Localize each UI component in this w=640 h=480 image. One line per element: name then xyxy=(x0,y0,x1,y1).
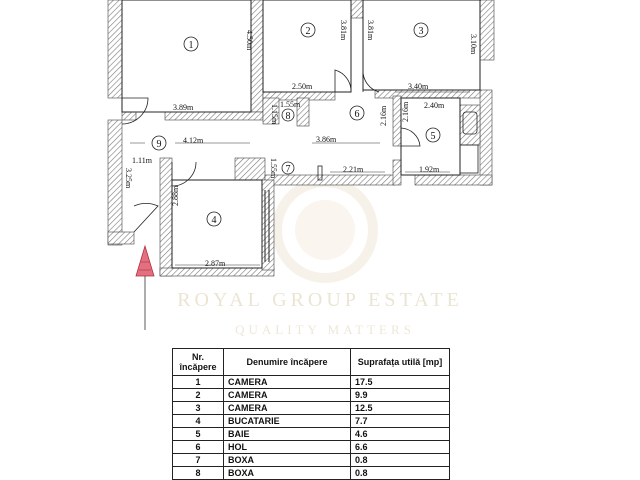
svg-text:6: 6 xyxy=(354,109,360,120)
cell-nr: 6 xyxy=(173,441,224,454)
cell-area: 4.6 xyxy=(351,428,450,441)
dim-label: 2.50m xyxy=(292,82,313,91)
svg-text:7: 7 xyxy=(285,164,291,175)
cell-area: 17.5 xyxy=(351,376,450,389)
header-nr: Nr. încăpere xyxy=(173,349,224,376)
dim-label: 2.40m xyxy=(424,101,445,110)
cell-name: BAIE xyxy=(224,428,351,441)
table-row xyxy=(173,454,450,467)
cell-name: CAMERA xyxy=(224,402,351,415)
dim-label: 1.92m xyxy=(419,165,440,174)
room-number-5 xyxy=(426,128,440,142)
table-header-row xyxy=(173,349,450,376)
table-row xyxy=(173,428,450,441)
watermark-line1: ROYAL GROUP ESTATE xyxy=(177,289,463,311)
room-number-6 xyxy=(350,106,364,120)
table-row xyxy=(173,389,450,402)
cell-nr: 7 xyxy=(173,454,224,467)
room-number-4 xyxy=(207,212,221,226)
entrance-arrow xyxy=(136,246,154,330)
dim-label: 3.89m xyxy=(173,103,194,112)
cell-name: HOL xyxy=(224,441,351,454)
cell-nr: 2 xyxy=(173,389,224,402)
dim-label: 3.81m xyxy=(339,20,348,41)
dim-label: 2.21m xyxy=(343,165,364,174)
cell-name: BUCATARIE xyxy=(224,415,351,428)
svg-text:3: 3 xyxy=(418,26,424,37)
cell-area: 6.6 xyxy=(351,441,450,454)
dim-label: 3.86m xyxy=(316,135,337,144)
door-arc xyxy=(134,203,158,232)
dim-label: 3.25m xyxy=(124,168,133,189)
table-row xyxy=(173,415,450,428)
dim-label: 2.16m xyxy=(379,105,388,126)
dim-label: 3.10m xyxy=(469,34,478,55)
svg-text:1: 1 xyxy=(188,40,194,51)
door-arc xyxy=(335,70,351,92)
header-area: Suprafața utilă [mp] xyxy=(351,349,450,376)
svg-text:2: 2 xyxy=(305,26,311,37)
door-arc xyxy=(401,128,420,146)
room-number-3 xyxy=(414,23,428,37)
rooms-table xyxy=(172,348,450,480)
svg-text:9: 9 xyxy=(156,139,162,150)
room-number-9 xyxy=(152,136,166,150)
cell-area: 7.7 xyxy=(351,415,450,428)
svg-text:5: 5 xyxy=(430,131,436,142)
dim-label: 2.16m xyxy=(401,101,410,122)
cell-nr: 4 xyxy=(173,415,224,428)
header-name: Denumire încăpere xyxy=(224,349,351,376)
room-number-7 xyxy=(282,162,294,175)
room-number-1 xyxy=(184,37,198,51)
room-number-2 xyxy=(301,23,315,37)
dim-label: 1.55m xyxy=(280,100,301,109)
cell-nr: 8 xyxy=(173,467,224,480)
svg-text:4: 4 xyxy=(211,215,217,226)
dim-label: 1.15m xyxy=(270,104,279,125)
cell-name: CAMERA xyxy=(224,376,351,389)
table-row xyxy=(173,402,450,415)
cell-name: CAMERA xyxy=(224,389,351,402)
dim-label: 1.55m xyxy=(269,158,278,179)
table-row xyxy=(173,376,450,389)
cell-area: 0.8 xyxy=(351,454,450,467)
cell-area: 9.9 xyxy=(351,389,450,402)
dim-label: 4.12m xyxy=(183,136,204,145)
cell-area: 12.5 xyxy=(351,402,450,415)
cell-nr: 3 xyxy=(173,402,224,415)
dim-label: 3.40m xyxy=(408,82,429,91)
cell-nr: 1 xyxy=(173,376,224,389)
cell-nr: 5 xyxy=(173,428,224,441)
door-arc xyxy=(172,162,196,186)
dim-label: 4.50m xyxy=(245,30,254,51)
dim-label: 2.87m xyxy=(205,259,226,268)
svg-text:8: 8 xyxy=(285,111,291,122)
watermark-line2: QUALITY MATTERS xyxy=(235,322,415,337)
dim-label: 2.88m xyxy=(171,185,180,206)
cell-name: BOXA xyxy=(224,467,351,480)
dim-label: 1.11m xyxy=(132,156,152,165)
table-row xyxy=(173,441,450,454)
room-number-8 xyxy=(282,109,294,122)
cell-area: 0.8 xyxy=(351,467,450,480)
dim-label: 3.81m xyxy=(366,20,375,41)
table-row xyxy=(173,467,450,480)
door-arc xyxy=(363,70,379,92)
cell-name: BOXA xyxy=(224,454,351,467)
